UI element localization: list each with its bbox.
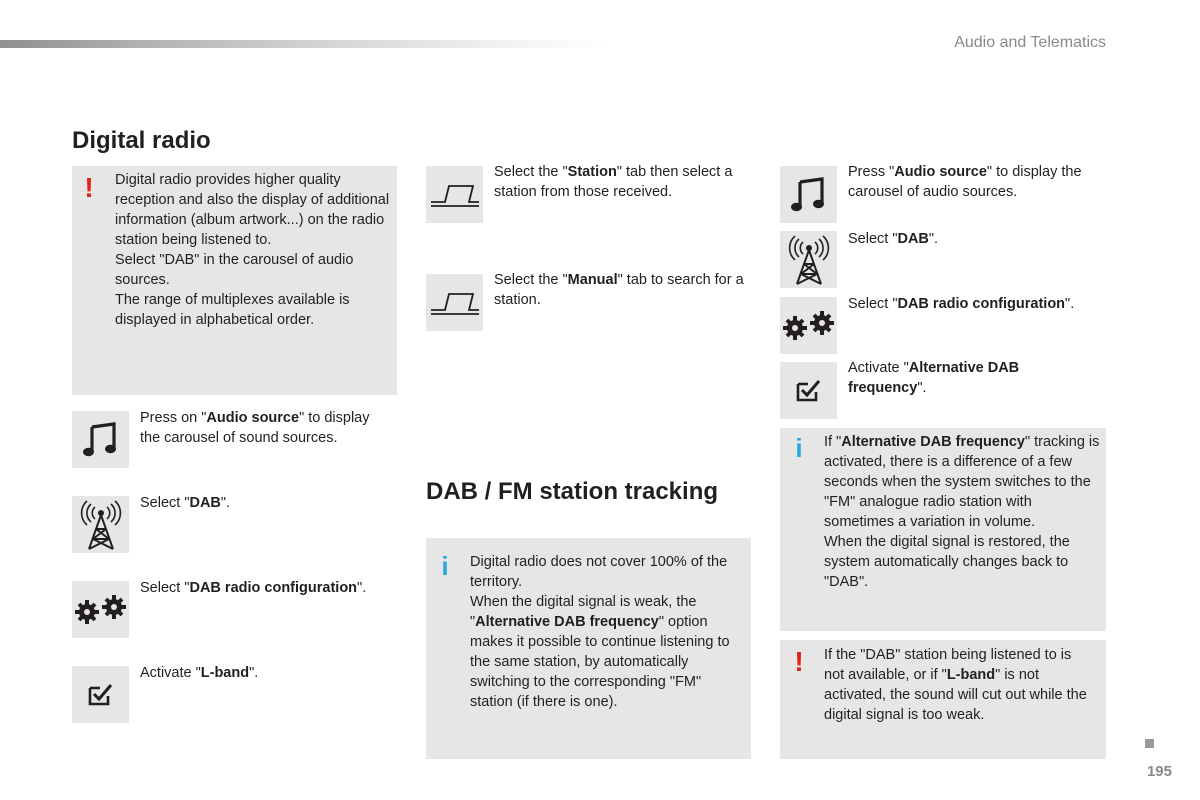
- header-gradient-bar: [0, 40, 610, 48]
- checkbox-icon: [780, 362, 837, 419]
- header-title: Audio and Telematics: [954, 34, 1106, 51]
- page-marker: [1145, 739, 1154, 748]
- info-line: When the digital signal is weak, the "Alternative DAB frequency" option makes it possible to continue listening to the same station, by automatically switching to the corresponding "FM" station (if there is one).: [470, 594, 730, 710]
- page-number: 195: [1146, 763, 1172, 780]
- warning-box: [72, 166, 397, 395]
- gears-icon: [72, 581, 129, 638]
- gears-icon: [780, 297, 837, 354]
- step-dab-config-right: Select "DAB radio configuration".: [848, 296, 1075, 312]
- info-icon: i: [441, 551, 449, 581]
- info-box-right: [780, 428, 1106, 631]
- music-note-icon: [780, 166, 837, 223]
- step-dab-left: Select "DAB".: [140, 495, 231, 511]
- digital-radio-heading: Digital radio: [72, 127, 211, 154]
- step-audio-source-left: Press on "Audio source" to display the carousel of sound sources.: [140, 410, 370, 446]
- tab-icon: [426, 274, 483, 331]
- tab-icon: [426, 166, 483, 223]
- warning-line: The range of multiplexes available is displayed in alphabetical order.: [115, 292, 350, 328]
- step-audio-source-right: Press "Audio source" to display the carousel of audio sources.: [848, 164, 1082, 200]
- warning-line: Select "DAB" in the carousel of audio sources.: [115, 252, 354, 288]
- info-line: If "Alternative DAB frequency" tracking is activated, there is a difference of a few seconds when the system switches to the "FM" analogue radio station with sometimes a variation in volume.: [824, 434, 1100, 530]
- info-text: [470, 552, 746, 712]
- info-text-right: [824, 432, 1102, 592]
- warning-line: Digital radio provides higher quality reception and also the display of additional information (album artwork...) on the radio station being listened to.: [115, 172, 390, 248]
- warning-line: If the "DAB" station being listened to is not available, or if "L-band" is not activated, the sound will cut out while the digital signal is too weak.: [824, 647, 1087, 723]
- warning-text-right: [824, 645, 1094, 725]
- warning-icon: !: [794, 646, 804, 677]
- step-station-tab: Select the "Station" tab then select a station from those received.: [494, 164, 733, 200]
- step-alt-dab-right: Activate "Alternative DAB frequency".: [848, 360, 1020, 396]
- warning-icon: !: [84, 172, 94, 203]
- info-icon: i: [795, 433, 803, 463]
- music-note-icon: [72, 411, 129, 468]
- step-dab-right: Select "DAB".: [848, 231, 939, 247]
- step-lband-left: Activate "L-band".: [140, 665, 259, 681]
- antenna-tower-icon: [780, 231, 837, 288]
- checkbox-icon: [72, 666, 129, 723]
- antenna-tower-icon: [72, 496, 129, 553]
- info-line: Digital radio does not cover 100% of the territory.: [470, 554, 728, 590]
- warning-text: [115, 170, 390, 330]
- info-line: When the digital signal is restored, the system automatically changes back to "DAB".: [824, 534, 1070, 590]
- info-box: [426, 538, 751, 759]
- step-manual-tab: Select the "Manual" tab to search for a station.: [494, 272, 744, 308]
- warning-box-right: [780, 640, 1106, 759]
- tracking-heading: DAB / FM station tracking: [426, 478, 719, 505]
- step-dab-config-left: Select "DAB radio configuration".: [140, 580, 367, 596]
